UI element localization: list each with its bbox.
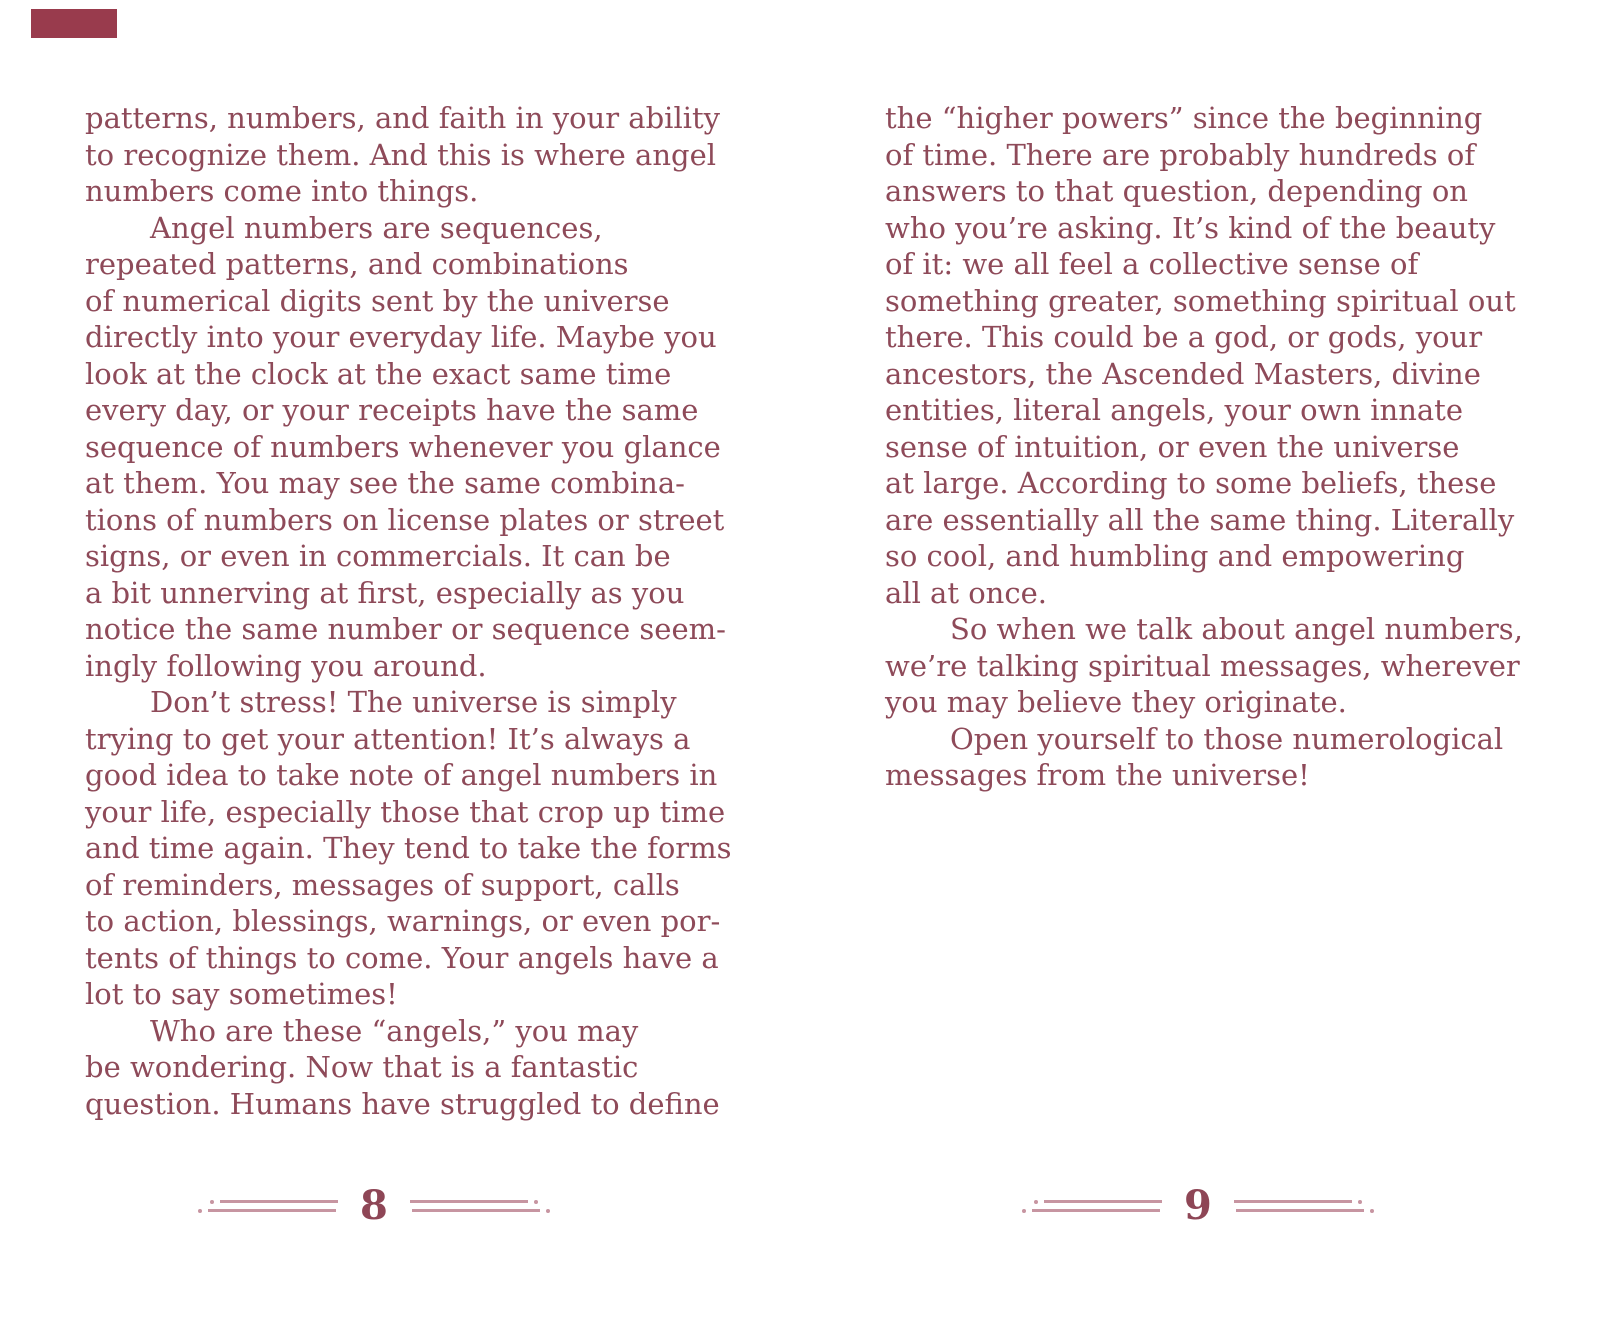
ornament-dot [210, 1200, 214, 1204]
ornament-dot [1034, 1200, 1038, 1204]
text-line: of time. There are probably hundreds of [885, 137, 1476, 172]
text-line: entities, literal angels, your own innate [885, 393, 1463, 427]
ornament-dot [1358, 1200, 1362, 1204]
text-line: are essentially all the same thing. Literally [885, 502, 1515, 537]
footer-ornament-right [410, 1200, 550, 1213]
text-line: of it: we all feel a collective sense of [885, 247, 1419, 281]
text-line: at large. According to some beliefs, these [885, 466, 1497, 500]
text-line: who you’re asking. It’s kind of the beauty [885, 210, 1496, 245]
text-line: all at once. [885, 575, 1047, 610]
ornament-rule [410, 1200, 528, 1203]
text-line: and time again. They tend to take the forms [85, 831, 732, 865]
text-line: ancestors, the Ascended Masters, divine [885, 356, 1481, 391]
text-line: messages from the universe! [885, 758, 1310, 792]
ornament-dot [1022, 1209, 1026, 1213]
text-line: a bit unnerving at first, especially as you [85, 575, 685, 610]
text-line: of reminders, messages of support, calls [85, 867, 680, 902]
text-line: answers to that question, depending on [885, 174, 1468, 208]
text-line: tions of numbers on license plates or street [85, 502, 725, 537]
ornament-dot [546, 1209, 550, 1213]
ornament-rule [208, 1209, 336, 1212]
text-line: to recognize them. And this is where angel [85, 137, 717, 172]
text-line: there. This could be a god, or gods, your [885, 320, 1483, 354]
footer-ornament-left [198, 1200, 338, 1213]
text-line: sense of intuition, or even the universe [885, 429, 1460, 464]
text-line: ingly following you around. [85, 648, 487, 683]
text-line: to action, blessings, warnings, or even por- [85, 904, 721, 938]
text-line: every day, or your receipts have the same [85, 393, 699, 427]
text-line: trying to get your attention! It’s always a [85, 721, 691, 756]
text-line: at them. You may see the same combina- [85, 466, 685, 500]
text-line: Open yourself to those numerological [950, 721, 1504, 756]
ornament-rule [220, 1200, 338, 1203]
text-line: we’re talking spiritual messages, wherever [885, 648, 1520, 683]
ornament-rule [1044, 1200, 1162, 1203]
ornament-rule [1236, 1209, 1364, 1212]
page-right-footer [1022, 1182, 1374, 1230]
text-line: signs, or even in commercials. It can be [85, 539, 671, 573]
page-right-text [885, 100, 1525, 794]
page-left-text [85, 100, 732, 1122]
text-line: Don’t stress! The universe is simply [150, 685, 677, 719]
page-number-left: 8 [360, 1182, 388, 1229]
text-line: So when we talk about angel numbers, [950, 612, 1523, 646]
text-line: numbers come into things. [85, 174, 479, 208]
text-line: notice the same number or sequence seem- [85, 612, 726, 646]
footer-ornament-left [1022, 1200, 1162, 1213]
text-line: lot to say sometimes! [85, 977, 398, 1011]
ornament-dot [198, 1209, 202, 1213]
text-line: the “higher powers” since the beginning [885, 101, 1483, 135]
text-line: tents of things to come. Your angels have a [85, 940, 719, 975]
text-line: of numerical digits sent by the universe [85, 283, 670, 318]
text-line: be wondering. Now that is a fantastic [85, 1050, 639, 1084]
text-line: your life, especially those that crop up time [85, 794, 726, 829]
text-line: question. Humans have struggled to define [85, 1086, 720, 1121]
ornament-rule [1032, 1209, 1160, 1212]
text-line: patterns, numbers, and faith in your ability [85, 101, 721, 135]
text-line: directly into your everyday life. Maybe you [85, 320, 717, 354]
text-line: something greater, something spiritual out [885, 283, 1516, 318]
ornament-rule [1234, 1200, 1352, 1203]
text-line: look at the clock at the exact same time [85, 356, 672, 391]
text-line: good idea to take note of angel numbers in [85, 758, 718, 792]
text-line: repeated patterns, and combinations [85, 247, 629, 281]
text-line: you may believe they originate. [885, 685, 1347, 719]
ornament-dot [534, 1200, 538, 1204]
footer-ornament-right [1234, 1200, 1374, 1213]
page-right [800, 0, 1600, 1333]
ornament-dot [1370, 1209, 1374, 1213]
page-number-right: 9 [1184, 1182, 1212, 1229]
text-line: sequence of numbers whenever you glance [85, 429, 721, 464]
text-line: Who are these “angels,” you may [150, 1013, 639, 1048]
ornament-rule [412, 1209, 540, 1212]
text-line: Angel numbers are sequences, [150, 210, 603, 245]
page-left-footer [198, 1182, 550, 1230]
text-line: so cool, and humbling and empowering [885, 539, 1465, 573]
